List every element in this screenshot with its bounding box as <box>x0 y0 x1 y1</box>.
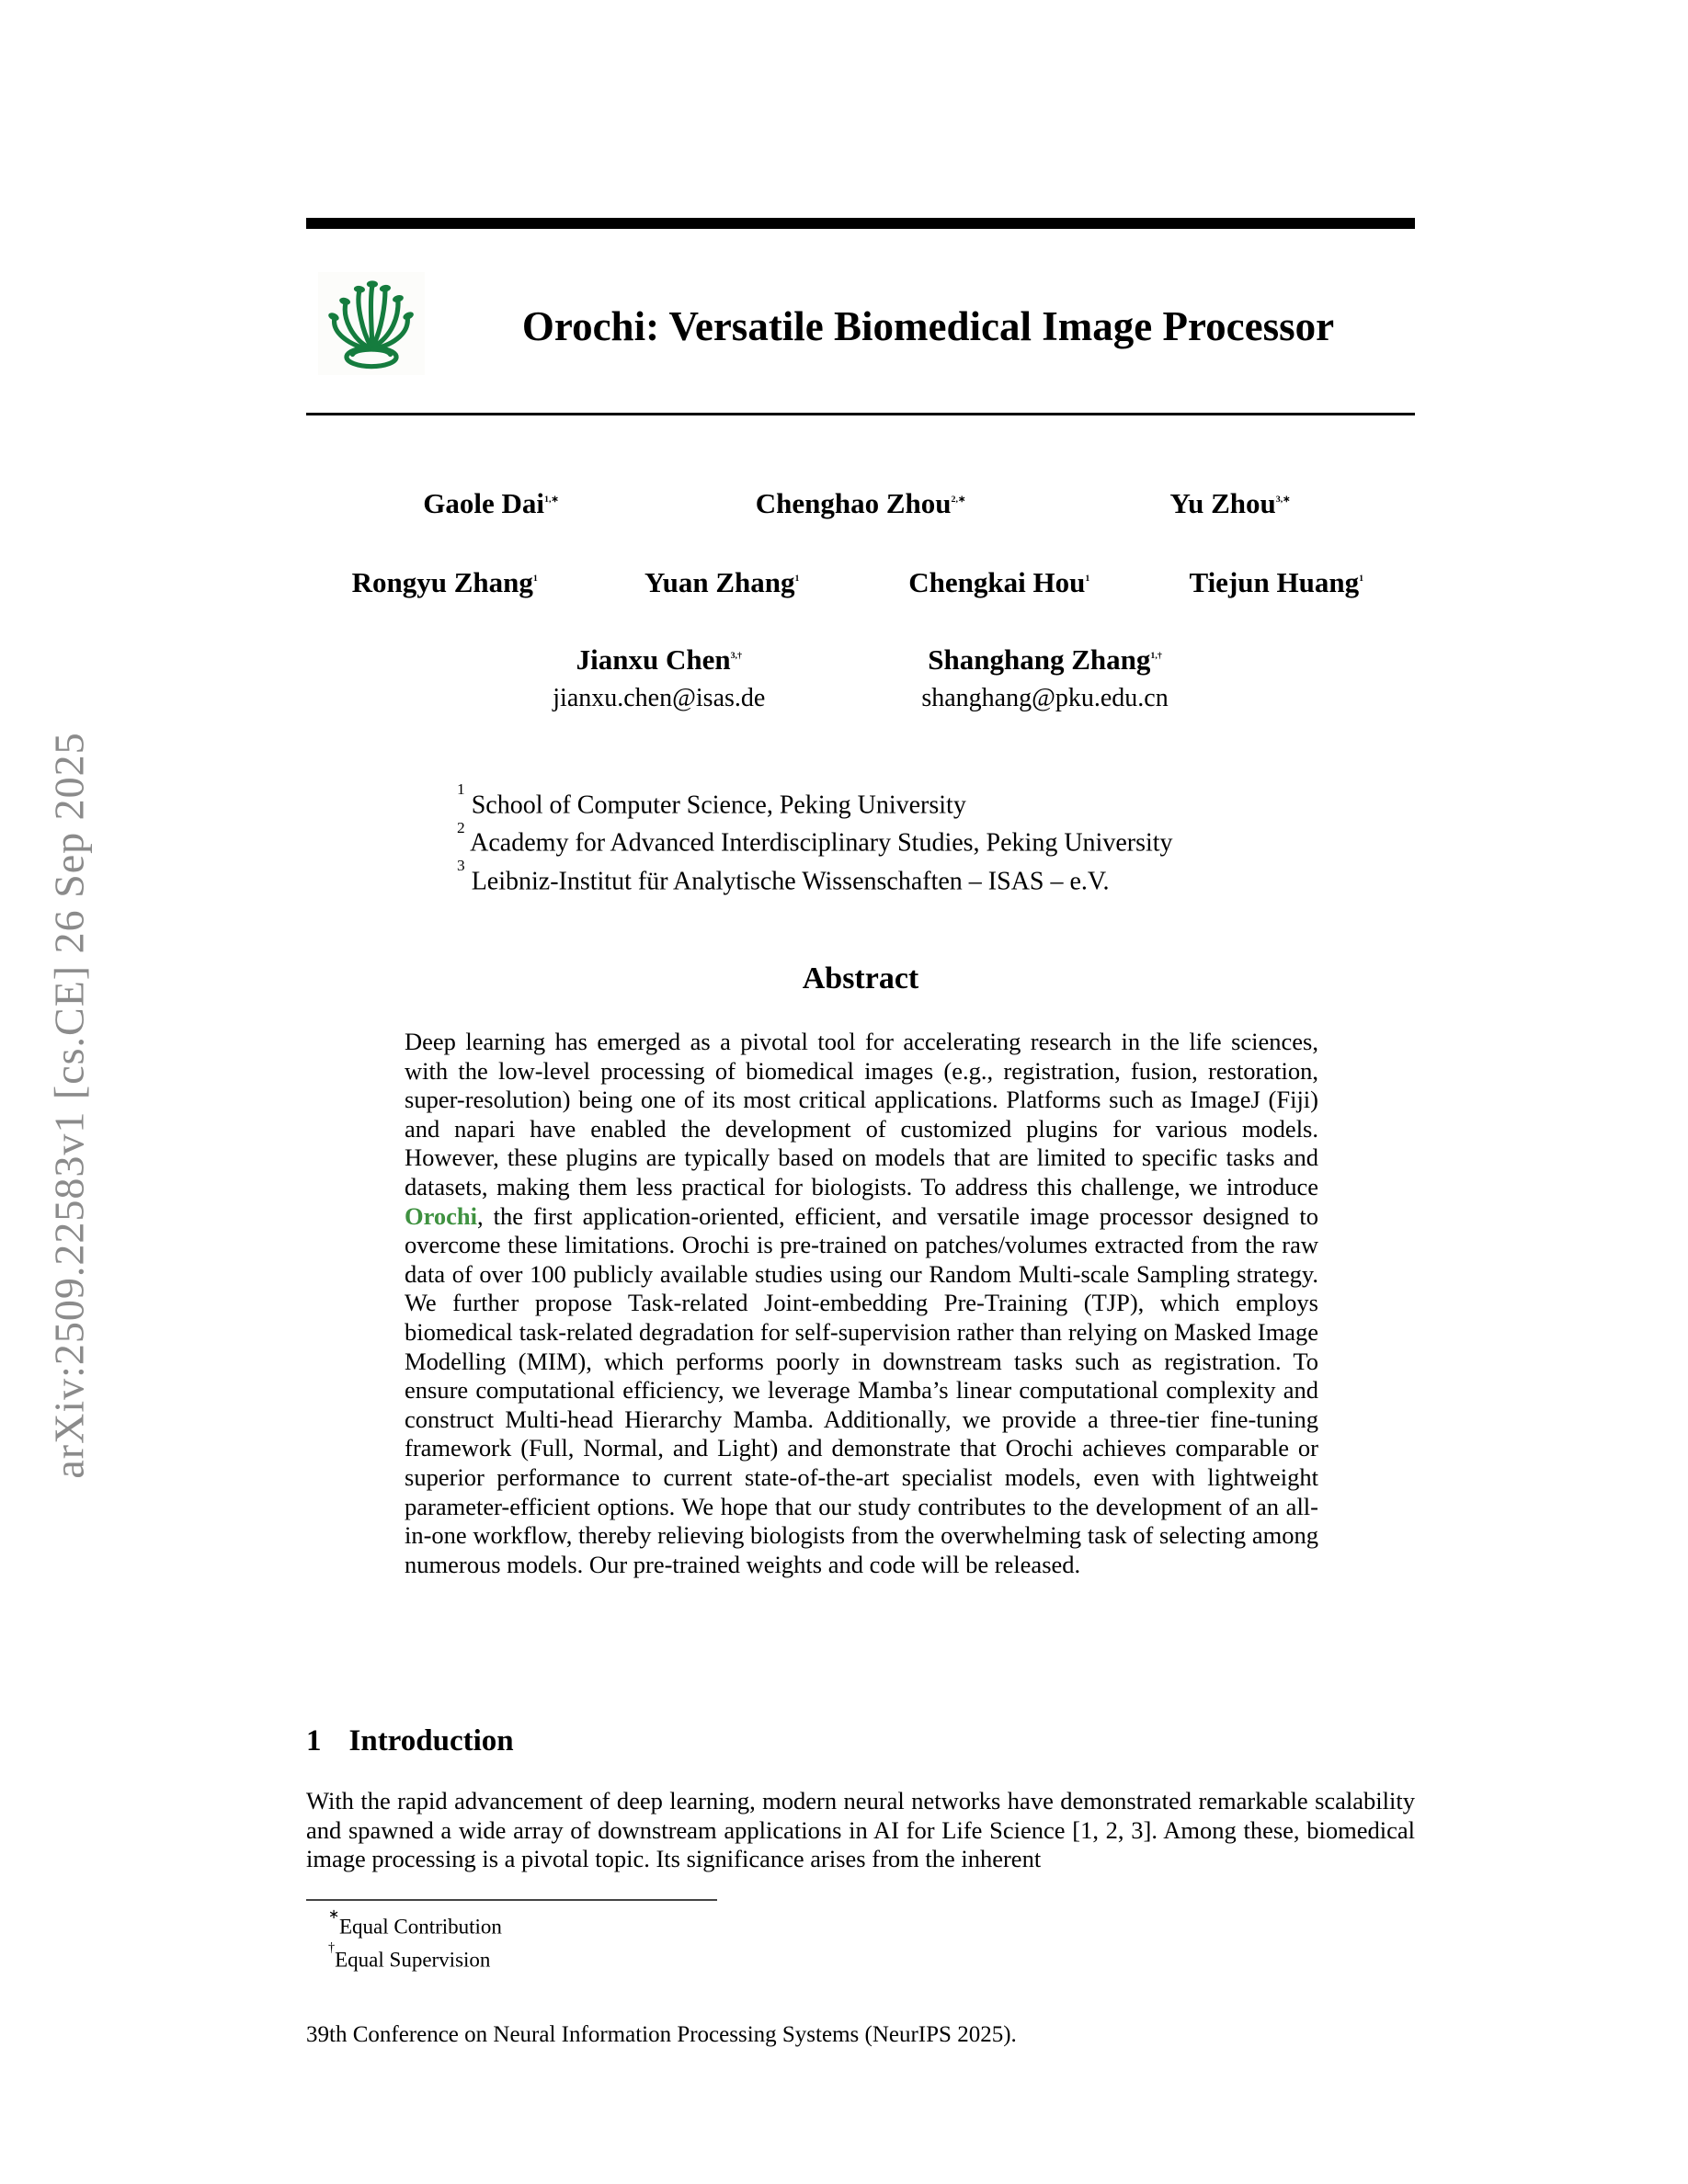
section-1-heading <box>306 1724 514 1758</box>
author-name: Yuan Zhang <box>644 566 795 598</box>
orochi-hydra-logo <box>318 272 425 375</box>
footnote-equal-supervision <box>306 1941 502 1974</box>
footnote-marker: ∗ <box>328 1907 339 1923</box>
footnote-equal-contribution <box>306 1908 502 1941</box>
author-name: Rongyu Zhang <box>351 566 533 598</box>
affiliation-number: 2 <box>457 818 465 836</box>
abstract-text-after: , the first application-oriented, efficient, and versatile image processor designed to overcome these limitations. Orochi is pre-trained on patches/volumes extracted from the raw data of over 100 publicly available studies using our Random Multi-scale Sampling strategy. We further propose Task-related Joint-embedding Pre-Training (TJP), which employs biomedical task-related degradation for self-supervision rather than relying on Masked Image Modelling (MIM), which performs poorly in downstream tasks such as registration. To ensure computational efficiency, we leverage Mamba’s linear computational complexity and construct Multi-head Hierarchy Mamba. Additionally, we provide a three-tier fine-tuning framework (Full, Normal, and Light) and demonstrate that Orochi achieves comparable or superior performance to current state-of-the-art specialist models, even with lightweight parameter-efficient options. We hope that our study contributes to the development of an all-in-one workflow, thereby relieving biologists from the overwhelming task of selecting among numerous models. Our pre-trained weights and code will be released. <box>405 1201 1318 1578</box>
author-name: Gaole Dai <box>423 487 544 519</box>
abstract-text-before: Deep learning has emerged as a pivotal tool for accelerating research in the life sciences, with the low-level processing of biomedical images (e.g., registration, fusion, restoration, super-resolution) being one of its most critical applications. Platforms such as ImageJ (Fiji) and napari have enabled the development of customized plugins for various models. However, these plugins are typically based on models that are limited to specific tasks and datasets, making them less practical for biologists. To address this challenge, we introduce <box>405 1028 1318 1200</box>
author-affiliation-superscript: 1 <box>794 574 800 585</box>
authors-row-3 <box>306 643 1415 713</box>
affiliation-text: Leibniz-Institut für Analytische Wissenschaften – ISAS – e.V. <box>471 866 1110 895</box>
orochi-highlight: Orochi <box>405 1201 478 1230</box>
author-name: Jianxu Chen <box>576 643 731 676</box>
author-affiliation-superscript: 1 <box>1085 574 1090 585</box>
conference-footer: 39th Conference on Neural Information Processing Systems (NeurIPS 2025). <box>306 2022 1017 2047</box>
author <box>306 487 676 520</box>
author-affiliation-superscript: 1,† <box>1150 651 1162 662</box>
affiliation-text: Academy for Advanced Interdisciplinary Studies, Peking University <box>470 828 1173 858</box>
author <box>1045 487 1415 520</box>
authors-row-1 <box>306 487 1415 520</box>
title-rule-bottom <box>306 413 1415 415</box>
affiliation-number: 3 <box>457 857 465 875</box>
author <box>921 643 1168 713</box>
author <box>553 643 765 713</box>
section-title: Introduction <box>348 1724 514 1757</box>
arxiv-stamp: arXiv:2509.22583v1 [cs.CE] 26 Sep 2025 <box>45 732 93 1479</box>
affiliations-list <box>457 780 1173 897</box>
abstract-heading: Abstract <box>802 961 919 995</box>
author-name: Tiejun Huang <box>1189 566 1360 598</box>
footnote-text: Equal Contribution <box>338 1915 502 1939</box>
abstract-text <box>405 1028 1318 1579</box>
author-affiliation-superscript: 2,∗ <box>951 495 966 506</box>
author <box>1138 566 1416 599</box>
author-name: Yu Zhou <box>1169 487 1276 519</box>
paper-title: Orochi: Versatile Biomedical Image Processor <box>521 303 1335 349</box>
author-affiliation-superscript: 1 <box>1359 574 1364 585</box>
affiliation-number: 1 <box>457 780 465 799</box>
author-email: jianxu.chen@isas.de <box>553 684 766 712</box>
author <box>676 487 1045 520</box>
affiliation-line <box>457 780 1173 821</box>
author-affiliation-superscript: 3,∗ <box>1275 495 1291 506</box>
title-rule-top <box>306 218 1415 229</box>
author-name: Chengkai Hou <box>908 566 1086 598</box>
footnote-text: Equal Supervision <box>335 1948 491 1972</box>
affiliation-line <box>457 859 1173 897</box>
author-affiliation-superscript: 3,† <box>730 651 742 662</box>
author-affiliation-superscript: 1,∗ <box>544 495 559 506</box>
author-affiliation-superscript: 1 <box>532 574 538 585</box>
author <box>861 566 1138 599</box>
author <box>306 566 584 599</box>
footnotes <box>306 1908 502 1974</box>
introduction-paragraph: With the rapid advancement of deep learning, modern neural networks have demonstrated remarkable scalability and spawned a wide array of downstream applications in AI for Life Science [1, 2, 3]. Among these, biomedical image processing is a pivotal topic. Its significance arises from the inherent <box>306 1787 1415 1872</box>
footnote-marker: † <box>328 1939 336 1955</box>
author-name: Shanghang Zhang <box>928 643 1151 676</box>
authors-row-2 <box>306 566 1415 599</box>
footnote-rule <box>306 1899 717 1901</box>
affiliation-line <box>457 818 1173 859</box>
section-number: 1 <box>306 1724 322 1757</box>
author-name: Chenghao Zhou <box>755 487 952 519</box>
author <box>584 566 861 599</box>
author-email: shanghang@pku.edu.cn <box>921 684 1169 712</box>
affiliation-text: School of Computer Science, Peking University <box>471 791 966 820</box>
